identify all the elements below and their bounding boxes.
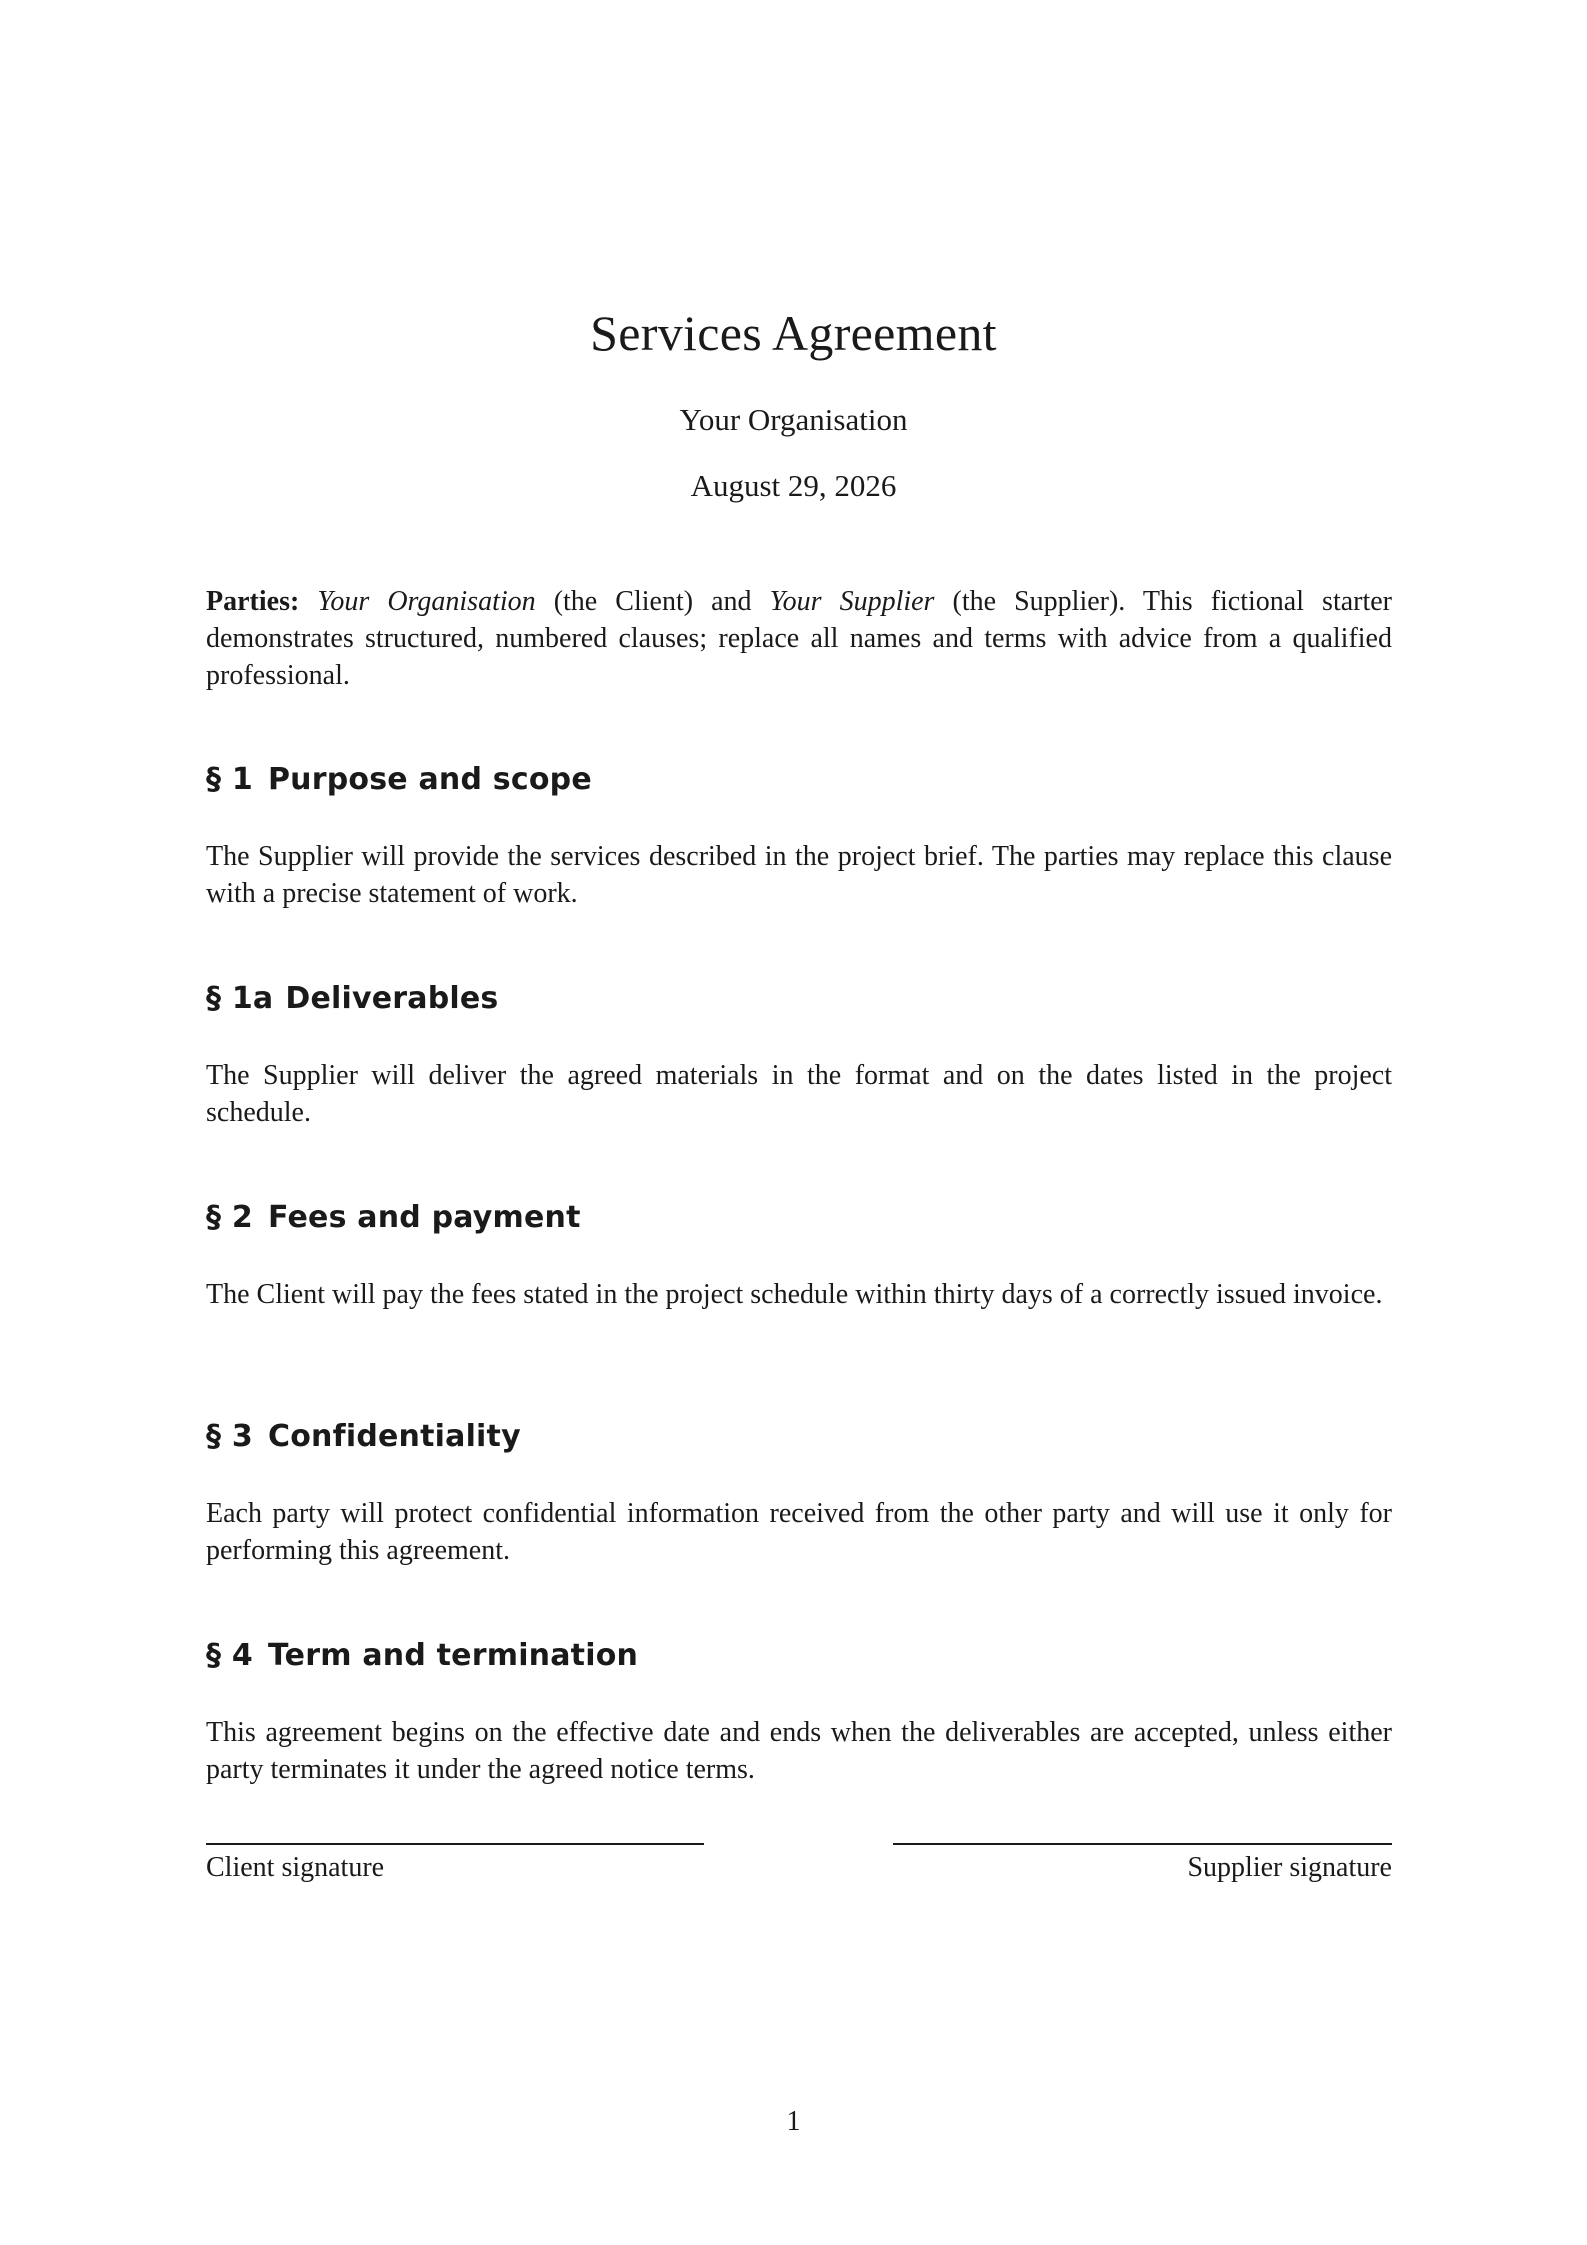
client-role-text: (the Client) and bbox=[535, 586, 770, 617]
clause-text-1: The Supplier will provide the services described in the project brief. The parties may replace this clause with a precise statement of work. bbox=[206, 841, 1392, 909]
parties-lead: Parties: bbox=[206, 586, 300, 617]
clause-number: § 3 bbox=[206, 1419, 253, 1454]
document-title: Services Agreement bbox=[590, 305, 997, 361]
client-signature-line bbox=[206, 1843, 704, 1845]
clause-heading-4 bbox=[206, 1638, 638, 1673]
clause-heading-1a bbox=[206, 981, 499, 1016]
clause-number: § 1a bbox=[206, 981, 274, 1016]
clause-title: Term and termination bbox=[268, 1638, 639, 1673]
clause-text-1a: The Supplier will deliver the agreed materials in the format and on the dates listed in the project schedule. bbox=[206, 1060, 1392, 1128]
clause-title: Purpose and scope bbox=[268, 762, 592, 797]
clause-title: Confidentiality bbox=[268, 1419, 521, 1454]
document-date: August 29, 2026 bbox=[690, 468, 897, 503]
clause-title: Fees and payment bbox=[268, 1200, 581, 1235]
clause-text-4: This agreement begins on the effective date and ends when the deliverables are accepted, unless either party terminates it under the agreed notice terms. bbox=[206, 1717, 1392, 1785]
parties-rest-text: (the Supplier). This fictional starter demonstrates structured, numbered clauses; replace all names and terms with advice from a qualified professional. bbox=[206, 586, 1393, 691]
clause-heading-3 bbox=[206, 1419, 521, 1454]
clause-text-2: The Client will pay the fees stated in the project schedule within thirty days of a correctly issued invoice. bbox=[206, 1279, 1383, 1310]
client-name: Your Organisation bbox=[317, 586, 536, 617]
document-author: Your Organisation bbox=[679, 402, 908, 437]
clause-heading-2 bbox=[206, 1200, 581, 1235]
client-signature-label: Client signature bbox=[206, 1852, 385, 1883]
clause-heading-1 bbox=[206, 762, 592, 797]
clause-number: § 2 bbox=[206, 1200, 253, 1235]
clause-number: § 4 bbox=[206, 1638, 253, 1673]
supplier-signature-line bbox=[893, 1843, 1392, 1845]
supplier-signature-label: Supplier signature bbox=[1187, 1852, 1392, 1883]
parties-paragraph bbox=[206, 583, 1392, 694]
clause-text-3: Each party will protect confidential information received from the other party and will use it only for performing this agreement. bbox=[206, 1498, 1392, 1566]
clause-title: Deliverables bbox=[285, 981, 499, 1016]
page-number: 1 bbox=[786, 2106, 801, 2137]
supplier-name: Your Supplier bbox=[769, 586, 935, 617]
clause-number: § 1 bbox=[206, 762, 253, 797]
